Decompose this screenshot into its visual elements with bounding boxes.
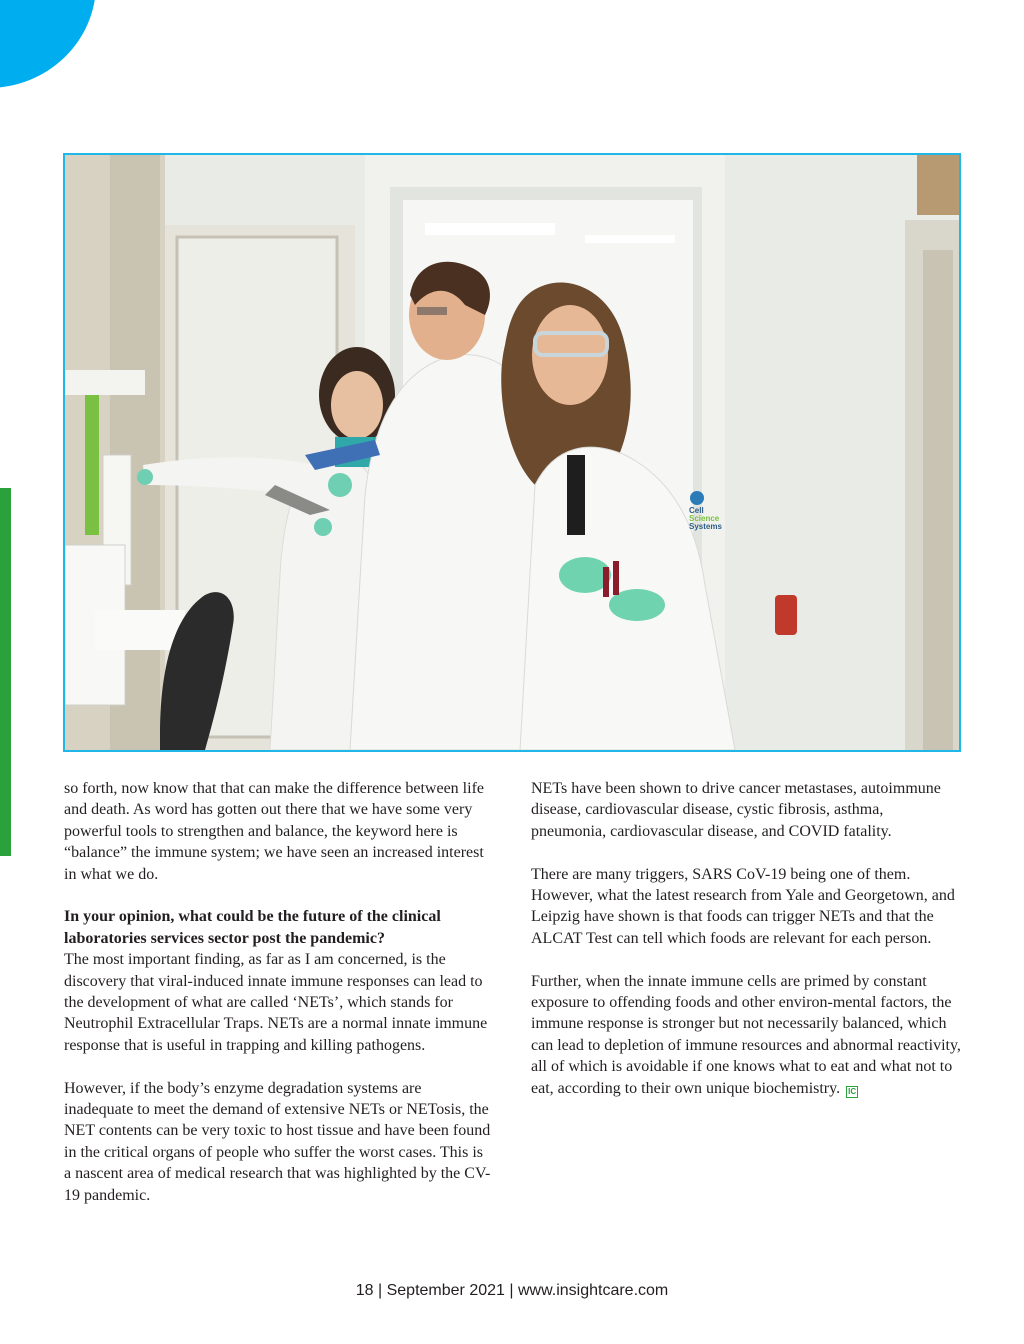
- qa-block: [64, 906, 494, 1056]
- paragraph: There are many triggers, SARS CoV-19 being one of them. However, what the latest research from Yale and Georgetown, and Leipzig have shown is that foods can trigger NETs and that the ALCAT Test can tell which foods are relevant for each person.: [531, 865, 955, 947]
- interview-answer: The most important finding, as far as I am concerned, is the discovery that viral-induced innate immune responses can lead to the development of what are called ‘NETs’, which stands for Neutrophil Extracellular Traps. NETs are a normal innate immune response that is useful in trapping and killing pathogens.: [64, 951, 488, 1054]
- side-accent-bar: [0, 488, 11, 856]
- end-of-article-icon: IC: [848, 1086, 857, 1096]
- paragraph: so forth, now know that that can make the difference between life and death. As word has gotten out there that we have some very powerful tools to strengthen and balance, the keyword here is “balance” the immune system; we have seen an increased interest in what we do.: [64, 780, 484, 883]
- page-footer: 18 | September 2021 | www.insightcare.com: [355, 1282, 669, 1299]
- coat-logo-line-1: Cell: [689, 506, 704, 515]
- paragraph: However, if the body’s enzyme degradation systems are inadequate to meet the demand of extensive NETs or NETosis, the NET contents can be very toxic to host tissue and have been found in the critical organs of people who suffer the worst cases. This is a nascent area of medical research that was highlighted by the CV-19 pandemic.: [64, 1079, 491, 1204]
- paragraph-text: Further, when the innate immune cells are primed by constant exposure to offending foods and other environ-mental factors, the immune response is stronger but not necessarily balanced, which can lead to depletion of immune resources and abnormal reactivity, all of which is avoidable if one knows what to eat and what not to eat, according to their own unique biochemistry.: [531, 972, 961, 1097]
- corner-decoration: [0, 0, 96, 88]
- paragraph: NETs have been shown to drive cancer metastases, autoimmune disease, cardiovascular disease, cystic fibrosis, asthma, pneumonia, cardiovascular disease, and COVID fatality.: [531, 780, 941, 840]
- article-column-left: [64, 778, 494, 1227]
- coat-logo-line-3: Systems: [689, 522, 722, 531]
- article-column-right: [531, 778, 961, 1120]
- paragraph-final: [531, 971, 961, 1099]
- interview-question: In your opinion, what could be the future of the clinical laboratories services sector post the pandemic?: [64, 908, 441, 947]
- article-photo: [63, 153, 961, 752]
- coat-logo-line-2: Science: [689, 514, 720, 523]
